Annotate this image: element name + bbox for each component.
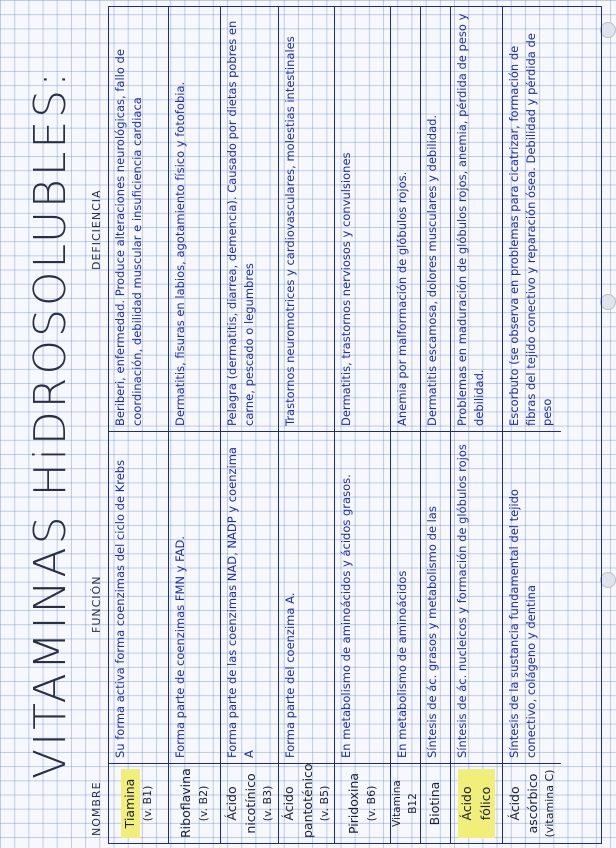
deficiency-cell: Dermatitis escamosa, dolores musculares y debilidad. [425,114,439,426]
vitamin-code: (v. B6) [364,785,378,822]
vitamin-name: Riboflavina [178,768,194,838]
vitamin-code: (v. B5) [317,785,331,822]
vitamin-name-cell [279,763,334,843]
vitamin-name: Ácido nicotínico [224,773,258,834]
function-cell: Forma parte de coenzimas FMN y FAD. [169,431,220,763]
vitamin-name-cell [109,763,168,843]
table-row [451,7,503,843]
vitamin-name: Ácido pantoténico [281,763,315,838]
function-cell: En metabolismo de aminoácidos [391,431,420,763]
vitamin-code: (v. B2) [196,785,210,822]
header-name: NOMBRE [90,781,103,836]
vitamin-name-cell [221,763,278,843]
function-cell: Síntesis de ác. grasos y metabolismo de las [421,431,450,763]
vitamin-name-cell [451,763,502,843]
table-row [109,7,169,843]
page-title: VITAMINAS HiDROSOLUBLES: [24,69,76,779]
deficiency-cell: Anemia por malformación de glóbulos rojos. [395,171,409,426]
vitamin-name: Vitamina B12 [391,780,419,827]
table-row [391,7,421,843]
vitamin-name-cell [169,763,220,843]
deficiency-cell: Beriberi, enfermedad. Produce alteraciones neurológicas, fallo de coordinación, debilidad muscular e insuficiencia cardiaca [113,49,144,426]
function-cell: Síntesis de ác. nucleicos y formación de glóbulos rojos [451,431,502,763]
vitamin-name-cell [335,763,390,843]
vitamin-name-cell [503,763,561,843]
header-function: FUNCIÓN [90,575,103,633]
vitamin-name-cell [421,763,450,843]
vitamins-table [108,6,602,844]
table-row [421,7,451,843]
vitamin-name-cell [391,763,420,843]
table-row [169,7,221,843]
function-cell: En metabolismo de aminoácidos y ácidos grasos. [335,431,390,763]
vitamin-name: Biotina [427,781,443,826]
deficiency-cell: Pelagra (dermatitis, diarrea, demencia). Causado por dietas pobres en carne, pescado o legumbres [225,20,256,426]
function-cell: Síntesis de la sustancia fundamental del tejido conectivo, colágeno y dentina [503,431,561,763]
column-headers [90,0,110,848]
vitamin-name: Piridoxina [346,773,362,834]
deficiency-cell: Dermatitis, trastornos nerviosos y convulsiones [339,152,353,426]
vitamin-code: (v. B1) [140,785,154,822]
vitamin-name: Ácido fólico [458,769,494,838]
function-cell: Forma parte del coenzima A. [279,431,334,763]
table-row [279,7,335,843]
vitamin-name: Ácido ascórbico [507,773,541,834]
table-row [221,7,279,843]
table-row [335,7,391,843]
header-deficiency: DEFICIENCIA [90,189,103,270]
deficiency-cell: Trastornos neuromotrices y cardiovasculares, molestias intestinales [283,36,297,426]
deficiency-cell: Problemas en maduración de glóbulos rojos, anemia, pérdida de peso y debilidad. [455,13,486,426]
deficiency-cell: Dermatitis, fisuras en labios, agotamiento físico y fotofobia. [173,81,187,426]
vitamin-code: (vitamina C) [543,769,557,838]
vitamin-code: (v. B3) [260,785,274,822]
table-row [503,7,561,843]
function-cell: Su forma activa forma coenzimas del ciclo de Krebs [109,431,168,763]
vitamin-name: Tiamina [121,769,139,838]
function-cell: Forma parte de las coenzimas NAD, NADP y coenzima A [221,431,278,763]
deficiency-cell: Escorbuto (se observa en problemas para cicatrizar, formación de fibras del tejido conectivo y reparación ósea. Debilidad y pérdida de peso [507,33,555,426]
